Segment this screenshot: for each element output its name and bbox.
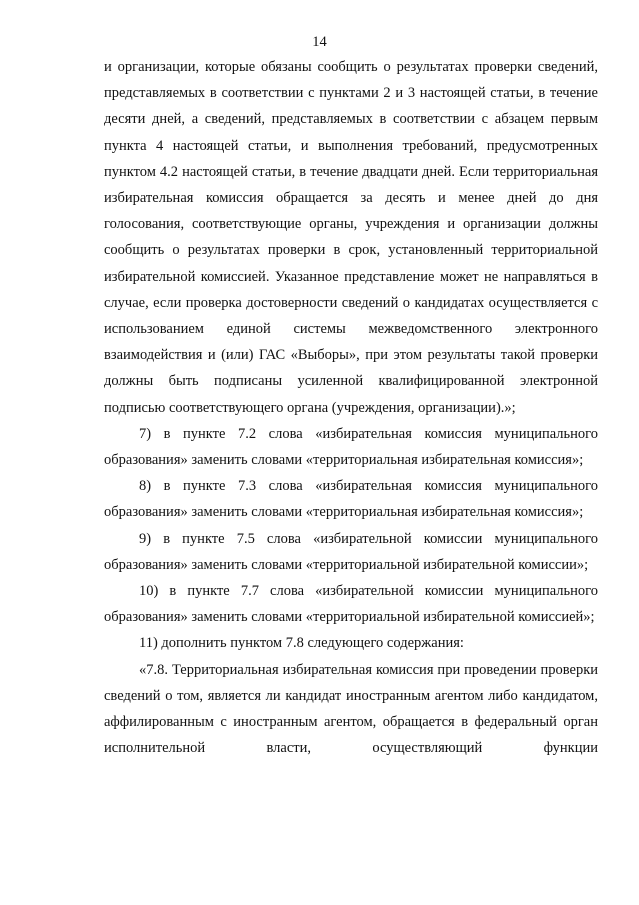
text-line: до дня голосования, соответствующие органы, учреждения и организации	[104, 190, 598, 233]
text-line: образования» заменить словами «территориальная избирательная комиссия»;	[104, 452, 584, 469]
text-line: 8) в пункте 7.3 слова «избирательная комиссия муниципального	[139, 478, 598, 495]
text-line: территориальная избирательная комиссия обращается за десять и менее дней	[104, 163, 599, 207]
text-line: «7.8. Территориальная избирательная комиссия при проведении	[139, 661, 537, 678]
text-line: и организации, которые обязаны сообщить о результатах проверки сведений,	[104, 59, 598, 75]
text-line: десяти дней, а сведений, представляемых в соответствии с абзацем первым	[104, 111, 598, 128]
text-line: пунктом 4.2 настоящей статьи, в течение двадцати дней. Если	[104, 163, 490, 180]
text-line: образования» заменить словами «территориальная избирательная комиссия»;	[104, 504, 584, 521]
document-body	[104, 54, 598, 761]
text-line: при этом результаты такой проверки должны быть подписаны усиленной	[104, 347, 598, 390]
text-line: комиссии»;	[518, 556, 589, 573]
text-line: образования» заменить словами «территориальной избирательной	[104, 609, 515, 626]
text-line: 9) в пункте 7.5 слова «избирательной комиссии муниципального	[139, 530, 598, 547]
text-line: представляемых в соответствии с пунктами 2 и 3 настоящей статьи, в течение	[104, 85, 598, 102]
paragraph	[104, 630, 598, 656]
text-line: 11) дополнить пунктом 7.8 следующего содержания:	[139, 635, 464, 652]
paragraph	[104, 657, 598, 762]
paragraph	[104, 54, 598, 421]
text-line: пункта 4 настоящей статьи, и выполнения требований, предусмотренных	[104, 137, 598, 154]
paragraph	[104, 526, 598, 578]
paragraph	[104, 578, 598, 630]
text-line: о кандидатах осуществляется с использованием единой системы	[104, 294, 599, 338]
text-line: квалифицированной электронной подписью соответствующего органа	[104, 373, 598, 416]
text-line: межведомственного электронного взаимодействия и (или) ГАС «Выборы»,	[104, 321, 598, 364]
text-line: 10) в пункте 7.7 слова «избирательной комиссии муниципального	[139, 583, 598, 600]
text-line: образования» заменить словами «территориальной избирательной	[104, 556, 515, 573]
text-line: комиссией»;	[518, 609, 595, 626]
paragraph	[104, 473, 598, 525]
text-line: территориальной избирательной комиссией. Указанное представление может	[104, 242, 599, 285]
text-line: в федеральный орган исполнительной власти, осуществляющий функции	[104, 714, 598, 757]
text-line: должны сообщить о результатах проверки в срок, установленный	[104, 216, 599, 259]
page-number: 14	[312, 34, 327, 50]
text-line: 7) в пункте 7.2 слова «избирательная комиссия муниципального	[139, 425, 598, 442]
text-line: (учреждения, организации).»;	[331, 399, 516, 416]
text-line: не направляться в случае, если проверка достоверности сведений	[104, 268, 599, 311]
paragraph	[104, 421, 598, 473]
text-line: проверки сведений о том, является ли кандидат иностранным агентом либо	[104, 661, 598, 704]
text-line: кандидатом, аффилированным с иностранным агентом, обращается	[104, 687, 598, 731]
